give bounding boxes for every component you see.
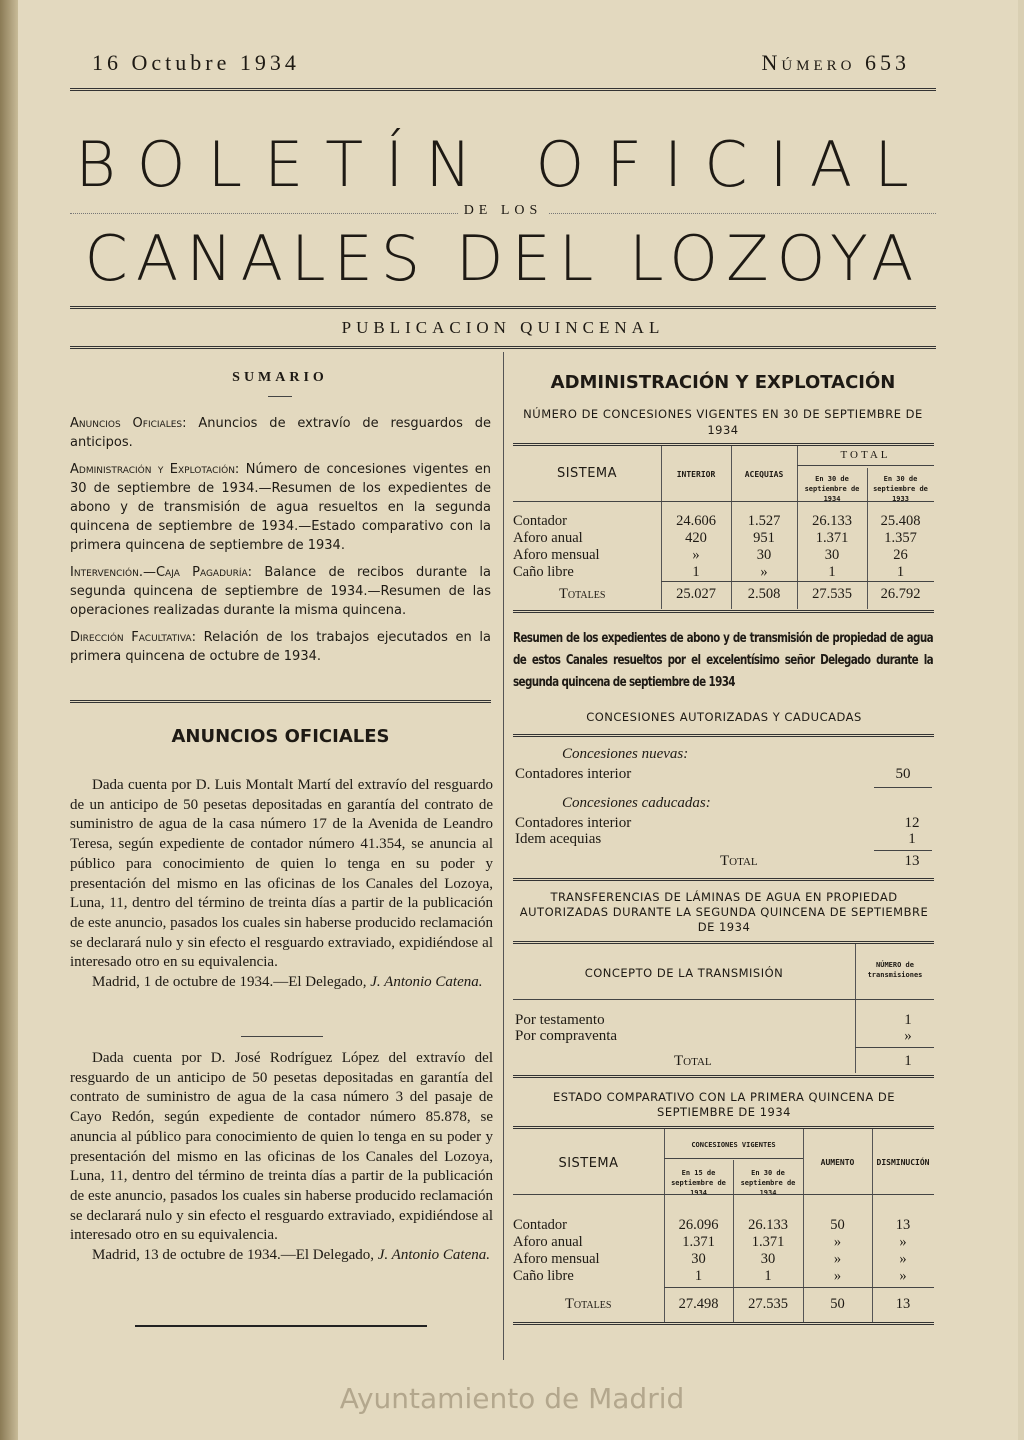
t1-h-interior: INTERIOR	[676, 470, 716, 479]
t2-total-value: 13	[904, 853, 920, 869]
anuncio-2	[70, 1049, 493, 1266]
t2-caducadas: Concesiones caducadas:	[562, 795, 711, 811]
totals-row: Totales 27.498 27.535 50 13	[565, 1296, 911, 1312]
page-binding	[0, 0, 18, 1440]
t4-header-rule	[513, 1194, 934, 1195]
t4-h-aumento: AUMENTO	[820, 1158, 855, 1167]
t2-ci-value: 50	[895, 766, 911, 782]
t1-sum-rule	[661, 581, 934, 582]
watermark: Ayuntamiento de Madrid	[339, 1382, 685, 1415]
table-row: Aforo anual 420 951 1.371 1.357	[513, 530, 917, 546]
t1-top-rule	[513, 443, 934, 446]
t3-sum-rule	[855, 1047, 934, 1048]
table-row: Aforo mensual 30 30 » »	[513, 1251, 907, 1267]
t3-h-concepto: CONCEPTO DE LA TRANSMISIÓN	[584, 966, 784, 980]
t4-h-15: En 15 de septiembre de 1934	[671, 1169, 726, 1197]
t1-h-acequias: ACEQUIAS	[744, 470, 784, 479]
sumario-item: Anuncios Oficiales: Anuncios de extravío de resguardos de anticipos.	[70, 416, 491, 450]
t3-row-value: 1	[904, 1012, 912, 1028]
t3-row-label: Por compraventa	[515, 1028, 618, 1044]
t2-cad-value: 12	[904, 815, 920, 831]
t1-sub-rule	[797, 465, 934, 466]
t3-total-label: Total	[674, 1053, 712, 1069]
sumario-item: Intervención.—Caja Pagaduría: Balance de recibos durante la segunda quincena de septiembre de 1934.—Resumen de las operaciones realizadas durante la misma quincena.	[70, 565, 491, 618]
t2-nuevas: Concesiones nuevas:	[562, 746, 689, 762]
anuncios-title: ANUNCIOS OFICIALES	[171, 726, 390, 747]
t3-bottom-rule	[513, 1075, 934, 1078]
masthead-line1: BOLETÍN OFICIAL	[75, 128, 931, 201]
t1-h-total: TOTAL	[840, 449, 891, 461]
masthead-connector: DE LOS	[70, 203, 936, 219]
column-divider	[503, 352, 504, 1360]
subtitle-rule	[70, 346, 936, 349]
t4-bottom-rule	[513, 1322, 934, 1325]
table-row: Aforo mensual » 30 30 26	[513, 547, 908, 563]
t4-h-dism: DISMINUCIÓN	[876, 1158, 930, 1167]
t1-h-sep34: En 30 de septiembre de 1934	[804, 475, 860, 503]
t2-cad-value: 1	[908, 831, 916, 847]
t4-h-conc: CONCESIONES VIGENTES	[691, 1141, 776, 1149]
issue-number: Número 653	[761, 50, 910, 75]
totals-row: Totales 25.027 2.508 27.535 26.792	[559, 586, 921, 602]
t2-bottom-rule	[513, 878, 934, 881]
sumario-title: SUMARIO	[232, 370, 328, 385]
t2-ci-label: Contadores interior	[515, 766, 632, 782]
sumario-list	[70, 414, 491, 674]
t2-cad-label: Idem acequias	[515, 831, 602, 847]
t3-vline	[855, 944, 856, 1073]
issue-date: 16 Octubre 1934	[92, 50, 300, 75]
table-row: Contador 24.606 1.527 26.133 25.408	[513, 513, 921, 529]
t3-row-label: Por testamento	[515, 1012, 605, 1028]
masthead-rule	[70, 306, 936, 309]
t4-body	[513, 1217, 934, 1285]
admin-title: ADMINISTRACIÓN Y EXPLOTACIÓN	[550, 372, 896, 393]
t1-h-sistema: SISTEMA	[556, 466, 618, 481]
t2-total-label: Total	[720, 853, 758, 869]
masthead-line2: CANALES DEL LOZOYA	[84, 222, 922, 295]
table-row: Contador 26.096 26.133 50 13	[513, 1217, 911, 1233]
t2-top-rule	[513, 734, 934, 737]
sumario-item: Dirección Facultativa: Relación de los trabajos ejecutados en la primera quincena de octubre de 1934.	[70, 630, 491, 664]
t1-body	[513, 513, 934, 581]
t2-rule	[874, 787, 932, 788]
anuncio-1-text: Dada cuenta por D. Luis Montalt Martí del extravío del resguardo de un anticipo de 50 pesetas depositadas en garantía del contrato de suministro de agua de la casa número 17 de la Avenida de Leandro Teresa, según expediente de contador número 41.354, se anuncia al público para conocimiento de quien lo tenga en su poder y presentación del mismo en las oficinas de los Canales del Lozoya, Luna, 11, dentro del término de treinta días a partir de la publicación de este anuncio, pasados los cuales sin haberse producido reclamación se declarará nulo y sin efecto el resguardo extraviado, expidiéndose al interesado otro en su equivalencia.	[70, 777, 493, 971]
table-row: Caño libre 1 1 » »	[513, 1268, 907, 1284]
t4-h-30: En 30 de septiembre de 1934	[740, 1169, 796, 1197]
t1-h-sep33: En 30 de septiembre de 1933	[873, 475, 928, 503]
anuncio-2-text: Dada cuenta por D. José Rodríguez López del extravío del resguardo de un anticipo de 50 pesetas depositadas en garantía del contrato de suministro de agua de la casa número 3 del pasaje de Cayo Redón, según expediente de contador número 85.878, se anuncia al público para conocimiento de quien lo tenga en su poder y presentación del mismo en las oficinas de los Canales del Lozoya, Luna, 11, dentro del término de treinta días a partir de la publicación de este anuncio, pasados los cuales sin haberse producido reclamación se declarará nulo y sin efecto el resguardo extraviado, expidiéndose al interesado otro en su equivalencia.	[70, 1050, 493, 1244]
table-row: Aforo anual 1.371 1.371 » »	[513, 1234, 907, 1250]
t4-totals	[513, 1296, 934, 1313]
anuncio-separator	[241, 1036, 323, 1037]
sumario-end-rule	[70, 700, 491, 703]
t4-caption: ESTADO COMPARATIVO CON LA PRIMERA QUINCENA DE SEPTIEMBRE DE 1934	[552, 1090, 896, 1119]
t1-bottom-rule	[513, 610, 934, 613]
t3-header-rule	[513, 999, 934, 1000]
t4-sum-rule	[664, 1287, 934, 1288]
end-ornament	[135, 1325, 427, 1327]
t2-caption: CONCESIONES AUTORIZADAS Y CADUCADAS	[586, 710, 862, 724]
anuncio-2-signature: Madrid, 13 de octubre de 1934.—El Delegado, J. Antonio Catena.	[92, 1247, 490, 1264]
t3-caption: TRANSFERENCIAS DE LÁMINAS DE AGUA EN PROPIEDAD AUTORIZADAS DURANTE LA SEGUNDA QUINCENA DE SEPTIEMBRE DE 1934	[519, 890, 929, 934]
t1-header-rule	[513, 501, 934, 502]
table-row: Caño libre 1 » 1 1	[513, 564, 905, 580]
t1-totals	[513, 586, 934, 603]
t3-total-value: 1	[904, 1053, 912, 1069]
t1-caption: NÚMERO DE CONCESIONES VIGENTES EN 30 DE SEPTIEMBRE DE 1934	[523, 407, 923, 437]
resumen-title: Resumen de los expedientes de abono y de transmisión de propiedad de agua de estos Canales resueltos por el excelentísimo señor Delegado durante la segunda quincena de septiembre de 1934	[513, 631, 933, 690]
sumario-rule	[268, 396, 292, 397]
publication-frequency: PUBLICACION QUINCENAL	[341, 318, 665, 337]
t4-top-rule	[513, 1126, 934, 1129]
t3-row-value: »	[904, 1028, 912, 1044]
t3-top-rule	[513, 941, 934, 944]
t4-h-sistema: SISTEMA	[558, 1156, 619, 1171]
t2-sum-rule	[874, 850, 932, 851]
header-rule	[70, 88, 936, 91]
t2-cad-label: Contadores interior	[515, 815, 632, 831]
anuncio-1-signature: Madrid, 1 de octubre de 1934.—El Delegado, J. Antonio Catena.	[92, 974, 483, 991]
t4-sub-rule	[664, 1158, 803, 1159]
sumario-item: Administración y Explotación: Número de concesiones vigentes en 30 de septiembre de 1934.—Resumen de los expedientes de abono y de transmisión de agua resueltos en la segunda quincena de septiembre de 1934.—Estado comparativo con la primera quincena de septiembre de 1934.	[70, 462, 492, 553]
anuncio-1	[70, 776, 493, 993]
t3-h-numero: NÚMERO de transmisiones	[867, 961, 923, 979]
